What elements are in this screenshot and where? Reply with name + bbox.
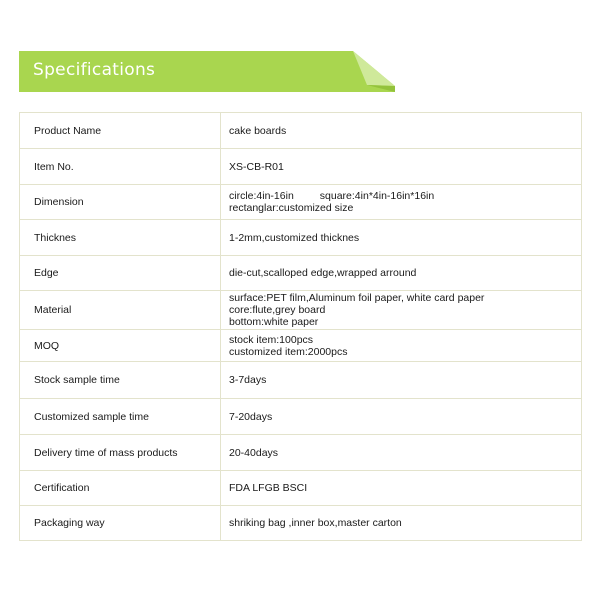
dimension-square: square:4in*4in-16in*16in [319, 190, 435, 202]
row-label-customized-sample-time: Customized sample time [20, 399, 221, 435]
row-label-item-no: Item No. [20, 149, 221, 185]
row-value-certification: FDA LFGB BSCI [221, 471, 582, 506]
table-row [20, 362, 582, 399]
row-value-thickness: 1-2mm,customized thicknes [221, 220, 582, 256]
row-value-material [221, 291, 582, 330]
row-label-edge: Edge [20, 256, 221, 291]
specifications-table [19, 112, 582, 541]
row-label-certification: Certification [20, 471, 221, 506]
table-row [20, 113, 582, 149]
row-value-packaging: shriking bag ,inner box,master carton [221, 506, 582, 541]
table-row [20, 291, 582, 330]
row-label-moq: MOQ [20, 330, 221, 362]
table-row [20, 330, 582, 362]
row-value-product-name: cake boards [221, 113, 582, 149]
table-row [20, 256, 582, 291]
moq-line: customized item:2000pcs [229, 345, 348, 358]
material-line: core:flute,grey board [229, 304, 326, 316]
dimension-line-1 [229, 190, 581, 202]
dimension-rectangular: rectanglar:customized size [229, 202, 354, 214]
table-row [20, 435, 582, 471]
row-value-stock-sample-time: 3-7days [221, 362, 582, 399]
table-row [20, 506, 582, 541]
row-label-material: Material [20, 291, 221, 330]
row-value-edge: die-cut,scalloped edge,wrapped arround [221, 256, 582, 291]
moq-line: stock item:100pcs [229, 333, 314, 346]
table-row [20, 185, 582, 220]
page-title: Specifications [33, 60, 156, 80]
table-row [20, 149, 582, 185]
specifications-banner [19, 51, 395, 92]
table-row [20, 399, 582, 435]
row-value-delivery-time: 20-40days [221, 435, 582, 471]
row-label-packaging: Packaging way [20, 506, 221, 541]
row-value-customized-sample-time: 7-20days [221, 399, 582, 435]
row-label-stock-sample-time: Stock sample time [20, 362, 221, 399]
row-value-dimension [221, 185, 582, 220]
dimension-circle: circle:4in-16in [229, 190, 294, 202]
row-label-product-name: Product Name [20, 113, 221, 149]
row-value-moq [221, 330, 582, 362]
row-label-thickness: Thicknes [20, 220, 221, 256]
row-label-delivery-time: Delivery time of mass products [20, 435, 221, 471]
table-row [20, 220, 582, 256]
material-line: surface:PET film,Aluminum foil paper, white card paper [229, 292, 485, 304]
table-row [20, 471, 582, 506]
row-label-dimension: Dimension [20, 185, 221, 220]
material-line: bottom:white paper [229, 316, 319, 328]
row-value-item-no: XS-CB-R01 [221, 149, 582, 185]
